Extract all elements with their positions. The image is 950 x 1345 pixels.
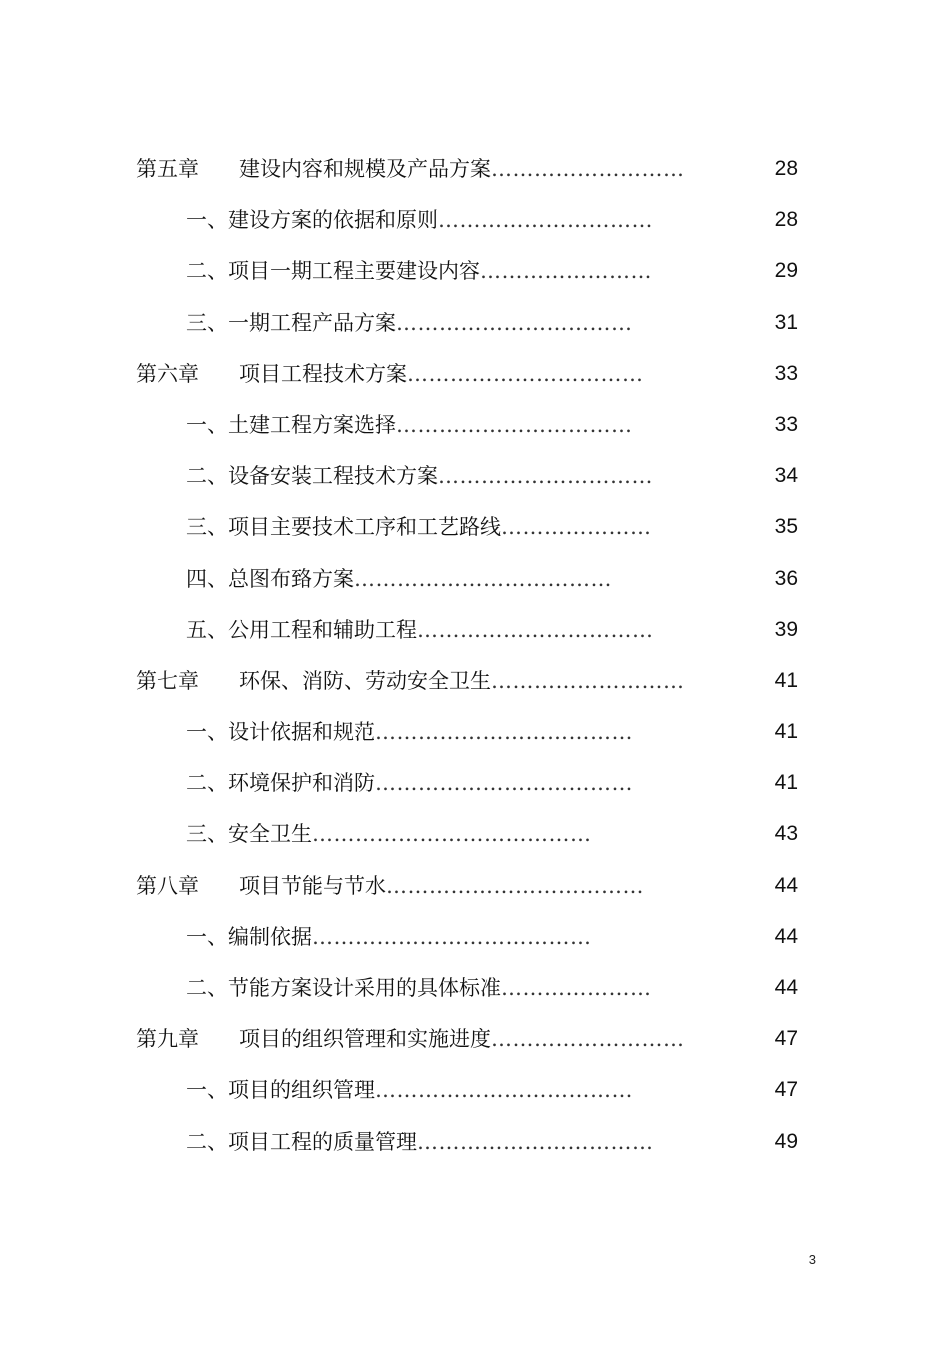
- toc-entry-title: 节能方案设计采用的具体标准: [228, 976, 501, 1000]
- toc-leader-dots: …………………………: [438, 464, 653, 489]
- toc-leader-dots: …………………: [501, 515, 652, 540]
- toc-section-entry[interactable]: [0, 605, 950, 656]
- toc-chapter-entry[interactable]: [0, 861, 950, 912]
- toc-entry-number: 二、: [186, 464, 228, 489]
- page-number: 3: [808, 1252, 816, 1267]
- toc-page-number: 49: [774, 1129, 798, 1153]
- toc-entry-label: [186, 512, 652, 542]
- toc-leader-dots: ……………………: [480, 259, 652, 284]
- toc-leader-dots: ……………………………: [396, 412, 633, 437]
- toc-entry-title: 建设内容和规模及产品方案: [239, 157, 491, 181]
- toc-page-number: 34: [774, 464, 798, 488]
- toc-entry-number: 三、: [186, 310, 228, 335]
- toc-entry-label: [186, 308, 633, 338]
- toc-entry-number: 第五章: [136, 157, 199, 181]
- toc-leader-dots: …………………: [501, 976, 652, 1000]
- toc-entry-number: 一、: [186, 720, 228, 745]
- toc-page-number: 28: [774, 157, 798, 180]
- toc-entry-number: 二、: [186, 259, 228, 284]
- toc-entry-number: 第七章: [136, 668, 199, 693]
- toc-section-entry[interactable]: [0, 246, 950, 297]
- toc-entry-number: 五、: [186, 617, 228, 642]
- toc-page-number: 41: [774, 668, 798, 692]
- toc-entry-label: [186, 410, 633, 440]
- toc-entry-label: [136, 1024, 685, 1054]
- toc-entry-number: 第八章: [136, 873, 199, 898]
- toc-entry-label: [186, 615, 654, 645]
- toc-entry-number: 二、: [186, 976, 228, 1000]
- table-of-contents: [0, 144, 950, 1168]
- toc-entry-number: 三、: [186, 515, 228, 540]
- toc-page-number: 41: [774, 771, 798, 795]
- toc-entry-title: 安全卫生: [228, 822, 312, 847]
- toc-entry-number: 第九章: [136, 1027, 199, 1052]
- toc-section-entry[interactable]: [0, 400, 950, 451]
- toc-entry-label: [136, 666, 685, 696]
- toc-leader-dots: ………………………: [491, 668, 685, 693]
- toc-entry-title: 项目主要技术工序和工艺路线: [228, 515, 501, 540]
- toc-entry-number: 一、: [186, 412, 228, 437]
- toc-entry-title: 设计依据和规范: [228, 720, 375, 745]
- toc-leader-dots: ………………………………: [375, 720, 633, 745]
- toc-page-number: 31: [774, 310, 798, 334]
- toc-leader-dots: ……………………………: [417, 617, 654, 642]
- toc-leader-dots: ……………………………: [417, 1129, 654, 1154]
- toc-entry-title: 设备安装工程技术方案: [228, 464, 438, 489]
- toc-entry-title: 土建工程方案选择: [228, 412, 396, 437]
- toc-entry-title: 项目工程的质量管理: [228, 1129, 417, 1154]
- toc-entry-number: 四、: [186, 566, 228, 591]
- toc-entry-label: [186, 1075, 633, 1105]
- toc-entry-title: 建设方案的依据和原则: [228, 208, 438, 233]
- toc-entry-number: 一、: [186, 208, 228, 233]
- toc-entry-title: 总图布臵方案: [228, 566, 354, 591]
- toc-page-number: 44: [774, 924, 798, 948]
- toc-entry-title: 项目节能与节水: [239, 873, 386, 898]
- toc-entry-label: [136, 154, 685, 184]
- toc-entry-title: 项目的组织管理: [228, 1078, 375, 1103]
- toc-page-number: 44: [774, 976, 798, 999]
- toc-section-entry[interactable]: [0, 298, 950, 349]
- toc-entry-number: 一、: [186, 924, 228, 949]
- toc-section-entry[interactable]: [0, 707, 950, 758]
- toc-page-number: 41: [774, 720, 798, 744]
- toc-chapter-entry[interactable]: [0, 656, 950, 707]
- toc-page-number: 29: [774, 259, 798, 283]
- toc-chapter-entry[interactable]: [0, 144, 950, 195]
- toc-page-number: 33: [774, 361, 798, 385]
- toc-entry-label: [186, 256, 652, 286]
- toc-leader-dots: ………………………………: [375, 1078, 633, 1103]
- toc-leader-dots: ………………………………: [354, 566, 612, 591]
- toc-entry-number: 一、: [186, 1078, 228, 1103]
- toc-leader-dots: ………………………………: [386, 873, 644, 898]
- toc-section-entry[interactable]: [0, 502, 950, 553]
- toc-section-entry[interactable]: [0, 195, 950, 246]
- toc-entry-label: [136, 359, 644, 389]
- toc-leader-dots: …………………………………: [312, 924, 592, 949]
- toc-section-entry[interactable]: [0, 963, 950, 1014]
- toc-page-number: 36: [774, 566, 798, 590]
- toc-section-entry[interactable]: [0, 451, 950, 502]
- toc-section-entry[interactable]: [0, 758, 950, 809]
- toc-entry-label: [186, 922, 592, 952]
- toc-page-number: 47: [774, 1078, 798, 1102]
- toc-leader-dots: …………………………………: [312, 822, 592, 847]
- toc-section-entry[interactable]: [0, 809, 950, 860]
- toc-section-entry[interactable]: [0, 912, 950, 963]
- toc-entry-title: 公用工程和辅助工程: [228, 617, 417, 642]
- toc-chapter-entry[interactable]: [0, 349, 950, 400]
- toc-entry-label: [186, 819, 592, 849]
- toc-page-number: 47: [774, 1027, 798, 1051]
- toc-page-number: 43: [774, 822, 798, 846]
- toc-entry-number: 二、: [186, 1129, 228, 1154]
- toc-chapter-entry[interactable]: [0, 1014, 950, 1065]
- toc-page-number: 39: [774, 617, 798, 641]
- toc-leader-dots: ………………………: [491, 1027, 685, 1052]
- toc-entry-title: 环境保护和消防: [228, 771, 375, 796]
- toc-entry-number: 二、: [186, 771, 228, 796]
- toc-entry-number: 第六章: [136, 361, 199, 386]
- toc-leader-dots: ……………………………: [396, 310, 633, 335]
- toc-entry-title: 一期工程产品方案: [228, 310, 396, 335]
- toc-section-entry[interactable]: [0, 1065, 950, 1116]
- toc-page-number: 28: [774, 208, 798, 232]
- toc-entry-title: 项目工程技术方案: [239, 361, 407, 386]
- toc-entry-label: [186, 1127, 654, 1157]
- toc-entry-title: 项目一期工程主要建设内容: [228, 259, 480, 284]
- toc-leader-dots: ……………………………: [407, 361, 644, 386]
- toc-leader-dots: ………………………………: [375, 771, 633, 796]
- toc-section-entry[interactable]: [0, 554, 950, 605]
- toc-entry-label: [186, 461, 653, 491]
- toc-entry-number: 三、: [186, 822, 228, 847]
- toc-page-number: 44: [774, 873, 798, 897]
- toc-leader-dots: …………………………: [438, 208, 653, 233]
- toc-entry-label: [186, 205, 653, 235]
- toc-entry-title: 项目的组织管理和实施进度: [239, 1027, 491, 1052]
- toc-page-number: 35: [774, 515, 798, 539]
- toc-entry-label: [186, 768, 633, 798]
- toc-entry-label: [136, 871, 644, 901]
- toc-entry-title: 环保、消防、劳动安全卫生: [239, 668, 491, 693]
- toc-page-number: 33: [774, 412, 798, 436]
- toc-entry-title: 编制依据: [228, 924, 312, 949]
- toc-entry-label: [186, 564, 612, 594]
- toc-entry-label: [186, 717, 633, 747]
- toc-section-entry[interactable]: [0, 1117, 950, 1168]
- toc-entry-label: [186, 973, 652, 1003]
- toc-leader-dots: ………………………: [491, 157, 685, 181]
